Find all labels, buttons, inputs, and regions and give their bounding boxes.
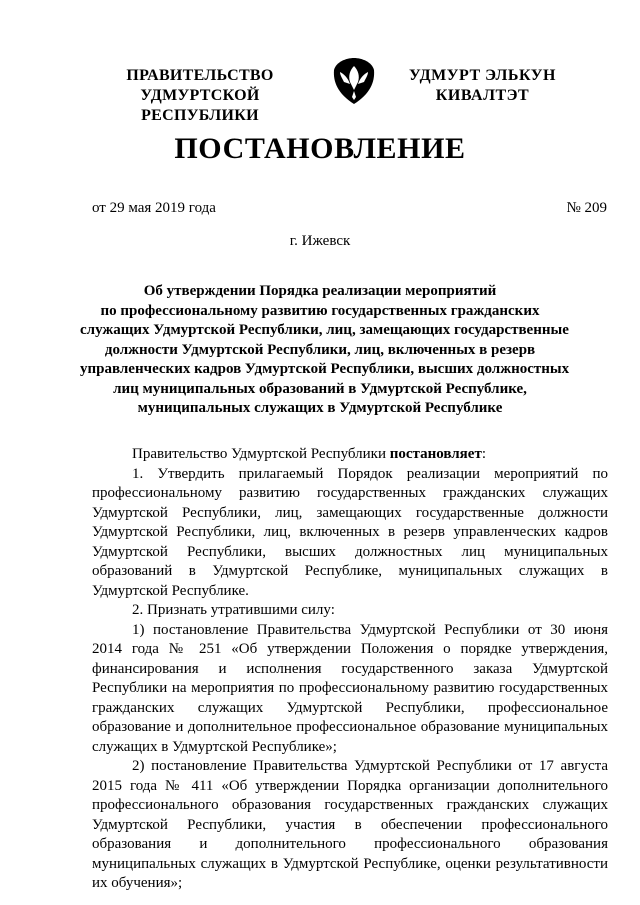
- subject-line: муниципальных служащих в Удмуртской Республике: [137, 400, 503, 416]
- paragraph-line: Республики на мероприятия по профессиональному развитию государственных: [92, 680, 608, 696]
- issuer-name-udmurt: [395, 66, 570, 106]
- subject-line: Об утверждении Порядка реализации мероприятий: [143, 283, 497, 299]
- issuer-udmurt-line-1: УДМУРТ ЭЛЬКУН: [409, 67, 556, 84]
- paragraph-2: 2. Признать утратившими силу:: [132, 602, 335, 618]
- document-number: № 209: [566, 200, 607, 216]
- paragraph-line: профессиональному развитию государственных гражданских служащих: [92, 485, 608, 501]
- document-subject: [80, 282, 570, 419]
- paragraph-line: образование и дополнительное профессиональное образование муниципальных: [92, 719, 608, 735]
- issuer-line-2: УДМУРТСКОЙ РЕСПУБЛИКИ: [140, 87, 260, 124]
- paragraph-line: образования и дополнительного профессионального образования: [92, 836, 608, 852]
- subject-line: лиц муниципальных образований в Удмуртской Республике,: [113, 380, 527, 397]
- paragraph-line: Удмуртской Республики, участия в обеспечении профессионального: [92, 816, 608, 833]
- issuer-name-russian: [80, 66, 320, 126]
- intro-colon: :: [481, 446, 486, 462]
- issuer-line-1: ПРАВИТЕЛЬСТВО: [126, 67, 274, 84]
- subject-line: служащих Удмуртской Республики, лиц, замещающих государственные: [80, 322, 569, 338]
- subject-line: должности Удмуртской Республики, лиц, включенных в резерв: [104, 341, 536, 358]
- intro-text: Правительство Удмуртской Республики: [132, 446, 390, 462]
- paragraph-line: образований в Удмуртской Республике, муниципальных служащих в: [92, 563, 608, 579]
- document-title: ПОСТАНОВЛЕНИЕ: [174, 132, 466, 165]
- paragraph-4: [92, 757, 608, 894]
- paragraph-line: 2014 года № 251 «Об утверждении Положения о порядке утверждения,: [92, 641, 608, 657]
- paragraph-line: 1. Утвердить прилагаемый Порядок реализации мероприятий по: [132, 465, 608, 482]
- coat-of-arms-udmurtia-icon: [332, 56, 376, 106]
- paragraph-line: гражданских служащих Удмуртской Республики, профессиональное: [92, 699, 608, 716]
- issuer-udmurt-line-2: КИВАЛТЭТ: [435, 87, 530, 104]
- paragraph-line: профессионального образования государственных гражданских служащих: [92, 797, 608, 813]
- paragraph-3: [92, 621, 608, 758]
- paragraph-line: Удмуртской Республики, высших должностных лиц муниципальных: [92, 543, 608, 560]
- paragraph-line: Удмуртской Республики, лиц, включенных в резерв управленческих кадров: [92, 524, 608, 540]
- paragraph-line: 1) постановление Правительства Удмуртской Республики от 30 июня: [132, 621, 608, 638]
- paragraph-line: 2015 года № 411 «Об утверждении Порядка организации дополнительного: [92, 777, 608, 794]
- subject-line: по профессиональному развитию государственных гражданских: [100, 302, 540, 319]
- subject-line: управленческих кадров Удмуртской Республики, высших должностных: [80, 361, 570, 377]
- paragraph-line: финансирования и исполнения государственного заказа Удмуртской: [92, 660, 608, 677]
- document-city: г. Ижевск: [289, 233, 351, 249]
- paragraph-line: их обучения»;: [92, 875, 183, 891]
- paragraph-1: [92, 465, 608, 602]
- paragraph-line: Удмуртской Республики, лиц, замещающих государственные должности: [92, 504, 608, 521]
- paragraph-line: служащих в Удмуртской Республике»;: [92, 738, 337, 755]
- paragraph-line: муниципальных служащих в Удмуртской Республике, оценки результативности: [92, 855, 608, 872]
- document-body: [92, 445, 608, 894]
- paragraph-line: 2) постановление Правительства Удмуртской Республики от 17 августа: [132, 758, 608, 774]
- intro-decree-word: постановляет: [389, 446, 482, 462]
- document-date: от 29 мая 2019 года: [92, 200, 216, 216]
- paragraph-line: Удмуртской Республике.: [92, 582, 249, 599]
- intro-paragraph: [92, 445, 608, 465]
